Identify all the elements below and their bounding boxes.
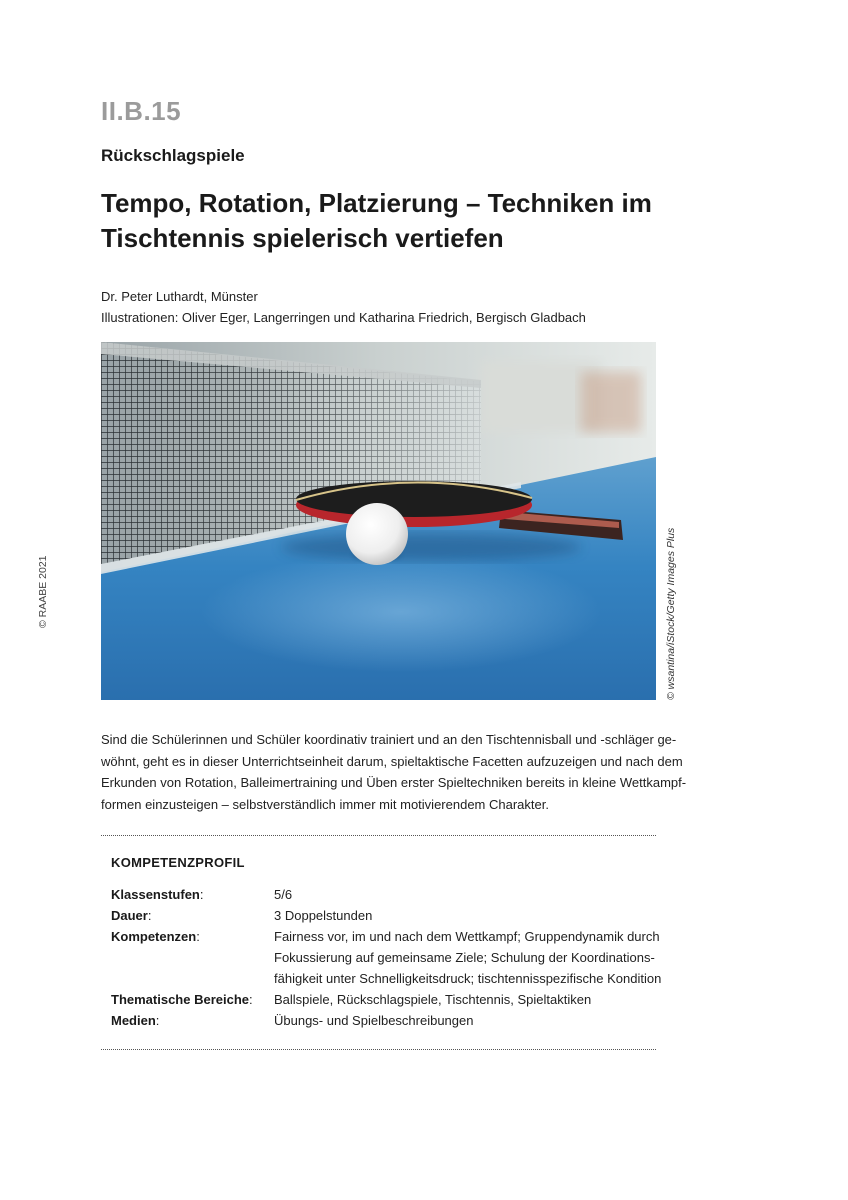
title-line: Tempo, Rotation, Platzierung – Techniken im: [101, 188, 652, 218]
label-colon: :: [249, 992, 253, 1007]
intro-paragraph: [101, 729, 687, 815]
title-line: Tischtennis spielerisch vertiefen: [101, 223, 504, 253]
profile-label: Thematische Bereiche: [111, 992, 250, 1007]
label-colon: :: [147, 908, 152, 923]
divider-top: [101, 835, 656, 836]
profile-label: Dauer: [111, 908, 148, 923]
intro-line: wöhnt, geht es in dieser Unterrichtseinheit darum, spieltaktische Facetten aufzuzeigen und nach dem: [101, 753, 683, 769]
profile-value: Fokussierung auf gemeinsame Ziele; Schulung der Koordinations-: [274, 950, 655, 965]
label-colon: :: [196, 929, 200, 944]
intro-line: Sind die Schülerinnen und Schüler koordinativ trainiert und an den Tischtennisball und -schläger ge-: [101, 732, 677, 747]
profile-value: 3 Doppelstunden: [274, 908, 373, 923]
competence-profile: [111, 855, 662, 1031]
profile-row-media: [111, 1010, 656, 1031]
intro-line: Erkunden von Rotation, Balleimertraining und Üben erster Spieltechniken bereits in kleine Wettkampf-: [101, 775, 687, 790]
intro-line: formen einzusteigen – selbstverständlich immer mit motivierendem Charakter.: [101, 796, 549, 812]
profile-row-grade: [111, 884, 656, 905]
photo-credit: © wsantina/iStock/Getty Images Plus: [665, 527, 677, 700]
illustrators-line: Illustrationen: Oliver Eger, Langerringen und Katharina Friedrich, Bergisch Gladbach: [101, 310, 586, 325]
profile-label: Klassenstufen: [111, 887, 200, 902]
copyright-notice: © RAABE 2021: [37, 555, 49, 628]
profile-label: Kompetenzen: [111, 929, 197, 944]
profile-row-competences: [111, 926, 662, 989]
category-label: Rückschlagspiele: [101, 146, 245, 165]
label-colon: :: [199, 887, 204, 902]
profile-value: fähigkeit unter Schnelligkeitsdruck; tischtennisspezifische Kondition: [274, 971, 662, 986]
profile-row-duration: [111, 905, 656, 926]
profile-value: Ballspiele, Rückschlagspiele, Tischtennis, Spieltaktiken: [274, 992, 592, 1007]
author-line: Dr. Peter Luthardt, Münster: [101, 289, 258, 304]
divider-bottom: [101, 1049, 656, 1050]
page-title: [101, 186, 681, 256]
profile-label: Medien: [111, 1013, 156, 1028]
profile-value: Fairness vor, im und nach dem Wettkampf; Gruppendynamik durch: [274, 929, 660, 944]
label-colon: :: [155, 1013, 160, 1028]
profile-value: Übungs- und Spielbeschreibungen: [274, 1013, 474, 1028]
competence-heading: KOMPETENZPROFIL: [111, 855, 245, 870]
profile-value: 5/6: [274, 887, 293, 902]
unit-code: II.B.15: [101, 96, 182, 126]
table-tennis-photo: [101, 342, 656, 700]
profile-row-topics: [111, 989, 656, 1010]
